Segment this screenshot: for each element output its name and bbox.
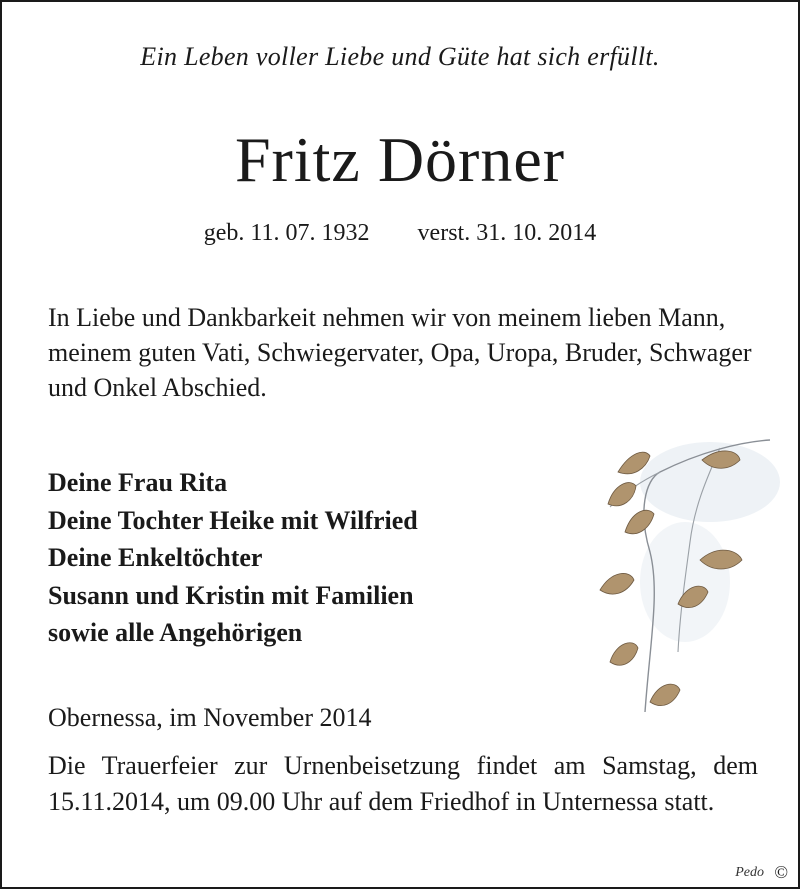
life-dates	[2, 220, 798, 247]
mourner-line: Deine Frau Rita	[48, 468, 228, 497]
grass-branch-icon	[590, 412, 780, 732]
funeral-service-info: Die Trauerfeier zur Urnenbeisetzung findet am Samstag, dem 15.11.2014, um 09.00 Uhr auf dem Friedhof in Unternessa statt.	[48, 751, 758, 816]
death-date: verst. 31. 10. 2014	[417, 220, 597, 246]
deceased-name: Fritz Dörner	[234, 124, 566, 195]
farewell-text: In Liebe und Dankbarkeit nehmen wir von meinem lieben Mann, meinem guten Vati, Schwiegervater, Opa, Uropa, Bruder, Schwager und Onkel Abschied.	[48, 303, 752, 402]
mourner-line: Deine Enkeltöchter	[48, 543, 263, 572]
leaf	[608, 483, 636, 506]
mourner-line: Deine Tochter Heike mit Wilfried	[48, 505, 418, 535]
mourner-line: sowie alle Angehörigen	[48, 618, 303, 647]
mourners-list	[48, 464, 418, 652]
photo-credit: Pedo	[735, 865, 764, 880]
place-and-date: Obernessa, im November 2014	[48, 703, 372, 732]
leaf	[600, 573, 634, 594]
leaf	[610, 643, 638, 665]
leaf	[625, 510, 654, 534]
motto: Ein Leben voller Liebe und Güte hat sich erfüllt.	[140, 42, 660, 71]
snow-patch	[640, 442, 780, 522]
copyright-icon: ©	[774, 862, 788, 882]
birth-date: geb. 11. 07. 1932	[203, 220, 370, 246]
leaf	[650, 684, 680, 705]
mourner-line: Susann und Kristin mit Familien	[48, 580, 414, 610]
